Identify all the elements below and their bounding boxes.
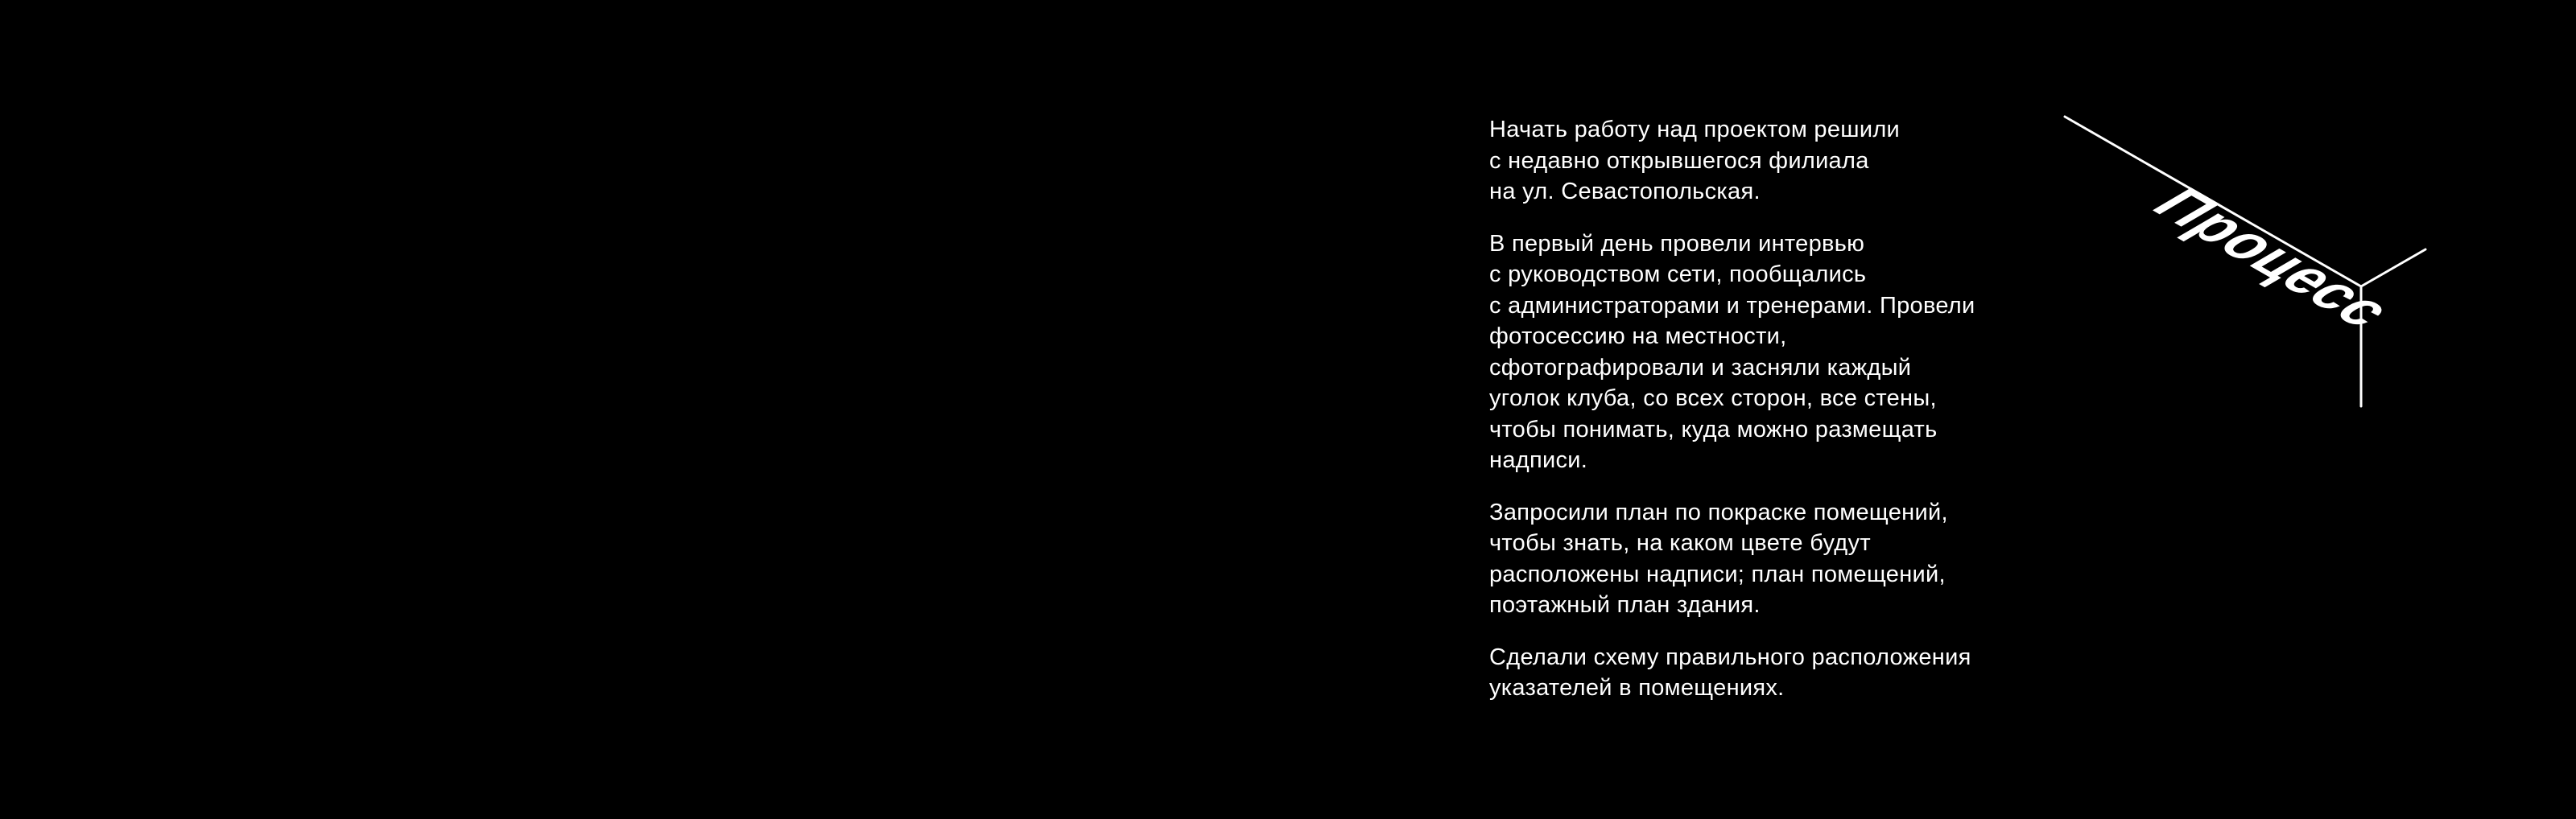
isometric-corner-icon	[2045, 97, 2431, 418]
process-text-block	[1489, 114, 2069, 725]
text-line: уголок клуба, со всех сторон, все стены,	[1489, 385, 1937, 411]
text-line: на ул. Севастопольская.	[1489, 179, 1761, 204]
paragraph-1	[1489, 114, 2069, 208]
text-line: с администраторами и тренерами. Провели	[1489, 292, 1975, 319]
text-line: В первый день провели интервью	[1489, 230, 1865, 257]
text-line: чтобы понимать, куда можно размещать	[1489, 416, 1938, 442]
text-line: сфотографировали и засняли каждый	[1489, 354, 1912, 381]
text-line: с руководством сети, пообщались	[1489, 261, 1867, 287]
text-line: фотосессию на местности,	[1489, 323, 1787, 349]
paragraph-2	[1489, 228, 2069, 476]
text-line: расположены надписи; план помещений,	[1489, 561, 1946, 587]
text-line: Сделали схему правильного расположения	[1489, 644, 1971, 670]
text-line: надписи.	[1489, 447, 1588, 473]
section-title: Процесс	[2136, 179, 2410, 337]
text-line: с недавно открывшегося филиала	[1489, 147, 1869, 174]
paragraph-4	[1489, 642, 2069, 704]
isometric-title-graphic	[2045, 97, 2431, 418]
text-line: указателей в помещениях.	[1489, 675, 1785, 701]
text-line: поэтажный план здания.	[1489, 592, 1761, 618]
text-line: Начать работу над проектом решили	[1489, 117, 1901, 142]
text-line: Запросили план по покраске помещений,	[1489, 499, 1948, 525]
paragraph-3	[1489, 497, 2069, 621]
text-line: чтобы знать, на каком цвете будут	[1489, 530, 1871, 556]
